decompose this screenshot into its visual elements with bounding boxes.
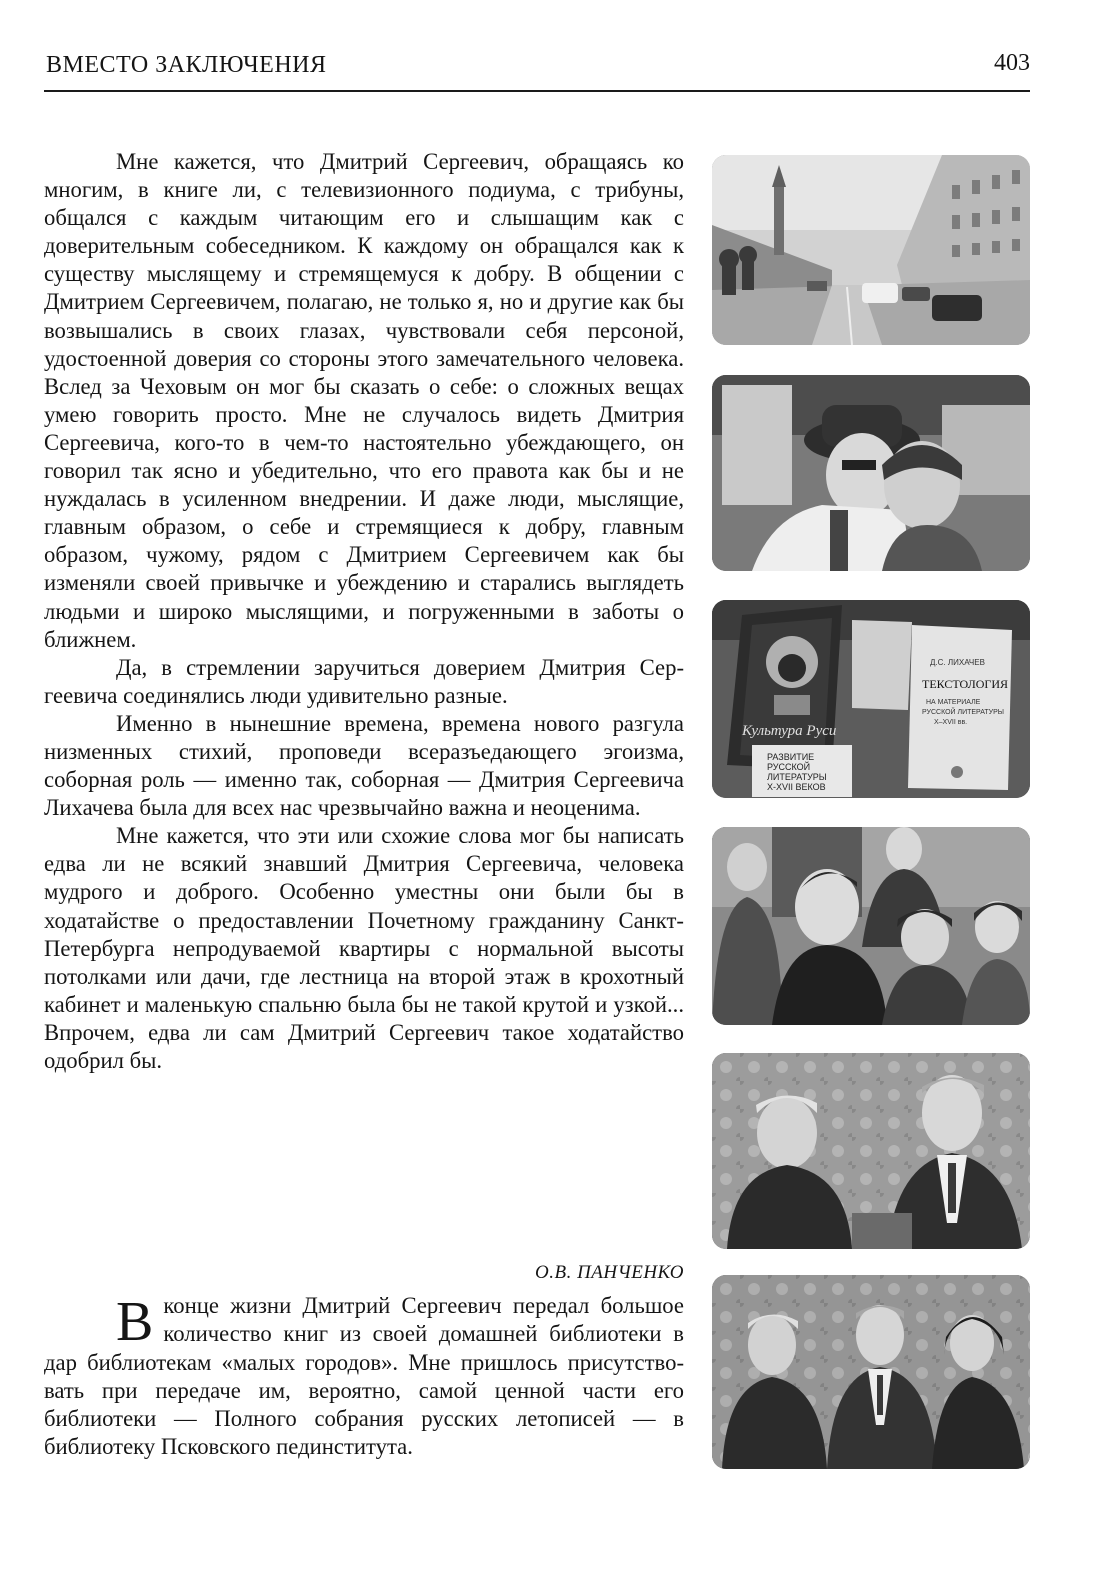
running-head: ВМЕСТО ЗАКЛЮЧЕНИЯ [46,52,327,78]
photo-books [712,600,1030,798]
photo-kiss [712,375,1030,571]
paragraph-1: Мне кажется, что Дмитрий Сергеевич, обращаясь ко многим, в книге ли, с телевизионного подиума, с трибуны, общался с каждым читающим его и слышащим как с доверительным собеседником. К каждому он обращался как к существу мыслящему и стремящемуся к добру. В общении с Дмитрием Сергеевичем, полагаю, не только я, но и другие как бы возвышались в своих глазах, чувствовали себя персоной, удостоенной доверия со стороны этого замечательного человека. Вслед за Чеховым он мог бы сказать о себе: о сложных вещах умею говорить просто. Мне не случалось видеть Дмитрия Сергеевича, кого-то в чем-то настоятельно убеждающего, он говорил так ясно и убедительно, что его правота как бы и не нуждалась в усиленном внедрении. И даже люди, мыслящие, главным образом, о себе и стремящиеся к добру, главным образом, чужому, рядом с Дмитрием Сергеевичем как бы изменяли своей привычке и убеждению и старались выглядеть людьми и широко мыслящими, и погруженными в заботы о ближнем. [44,149,684,652]
page-header [44,46,1030,92]
book-left-spine-4: X-XVII ВЕКОВ [767,782,826,792]
book-right-sub-2: РУССКОЙ ЛИТЕРАТУРЫ [922,709,1004,716]
second-essay-text: конце жизни Дмитрий Сергеевич передал большое количество книг из своей домашней библиотеки в дар библиотекам «малых городов». Мне пришлось присутствовать при передаче им, вероятно, самой ценной части его библиотеки — Полного собрания русских летописей — в библиотеку Псковского пединститута. [44,1293,684,1460]
trio-photo-image [712,1275,1030,1469]
book-right-sub-1: НА МАТЕРИАЛЕ [926,699,981,706]
couple-photo-image [712,1053,1030,1249]
book-right-author: Д.С. ЛИХАЧЕВ [930,658,985,667]
book-left-spine-1: РАЗВИТИЕ [767,752,815,762]
paragraph-4: Мне кажется, что эти или схожие слова мог бы написать едва ли не всякий знавший Дмитрия Сергеевича, человека мудрого и доброго. Особенно уместны они были бы в ходатайстве о предоставлении Почетному гражданину Санкт-Петербурга непродуваемой квартиры с нормальной высоты потолками или дачи, где лестница на второй этаж в крохотный кабинет и маленькую спальню была бы не такой крутой и узкой... Впрочем, едва ли сам Дмитрий Сергеевич такое ходатайство одобрил бы. [44,823,684,1073]
book-left-spine-3: ЛИТЕРАТУРЫ [767,772,827,782]
kiss-photo-image [712,375,1030,571]
photo-group [712,827,1030,1025]
books-photo-image [712,600,1030,798]
second-essay [44,1292,684,1462]
paragraph-3: Именно в нынешние времена, времена нового разгула низменных стихий, проповеди всеразъедающего эгоизма, соборная роль — именно так, соборная — Дмитрия Сергеевича Лихачева была для всех нас чрезвычайно важна и неоценима. [44,710,684,821]
group-photo-image [712,827,1030,1025]
author-signature: О.В. ПАНЧЕНКО [535,1262,684,1283]
photo-street [712,155,1030,345]
drop-cap: В [116,1291,154,1353]
photo-couple [712,1053,1030,1249]
street-photo-image [712,155,1030,345]
main-text-column [44,148,684,1075]
book-left-spine-2: РУССКОЙ [767,762,811,772]
book-right-sub-3: X–XVII вв. [934,719,968,726]
book-left-title: Культура Руси [742,723,837,739]
book-right-title: ТЕКСТОЛОГИЯ [922,677,1009,691]
photo-trio [712,1275,1030,1469]
second-essay-paragraph [44,1292,684,1462]
paragraph-2: Да, в стремлении заручиться доверием Дмитрия Сергеевича соединялись люди удивительно разные. [44,654,684,708]
page-number: 403 [994,50,1030,76]
